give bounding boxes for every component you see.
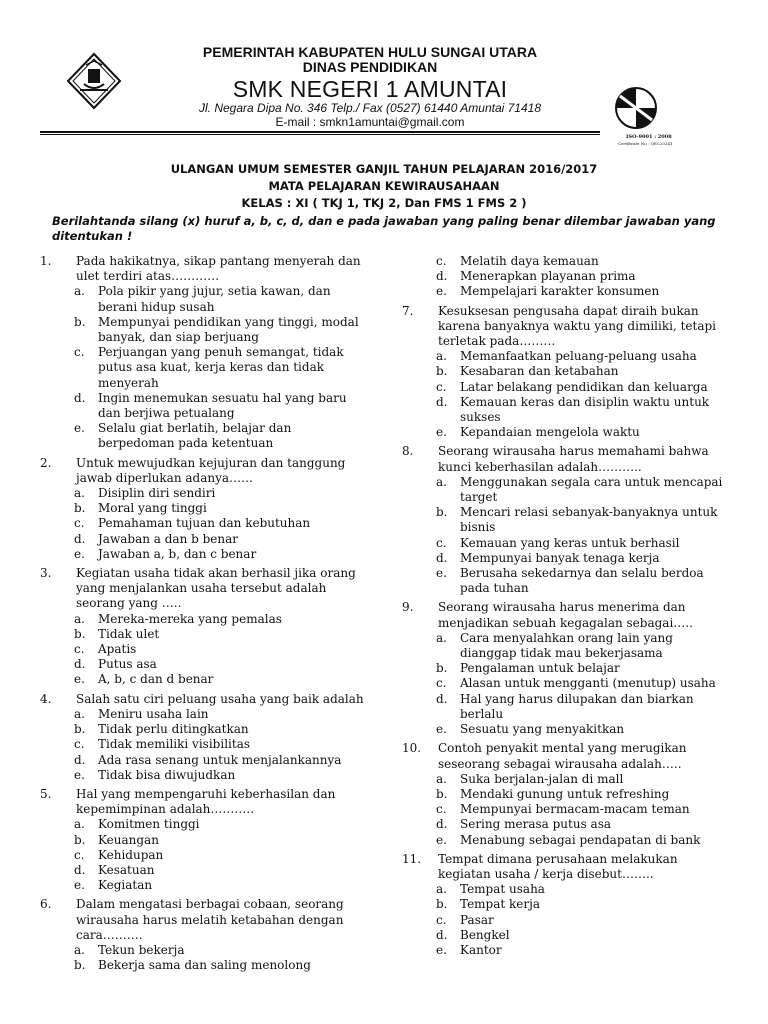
option-text: Kemauan keras dan disiplin waktu untuk sukses xyxy=(460,394,710,425)
option-text: Bekerja sama dan saling menolong xyxy=(98,958,311,973)
option-text: Latar belakang pendidikan dan keluarga xyxy=(460,379,708,394)
option-letter: a. xyxy=(74,284,85,299)
question-text: Hal yang mempengaruhi keberhasilan dan kepemimpinan adalah……….. xyxy=(76,786,336,817)
option-text: Mempunyai bermacam-macam teman xyxy=(460,802,690,817)
option-letter: e. xyxy=(74,421,85,436)
answer-option xyxy=(402,817,728,832)
school-name: SMK NEGERI 1 AMUNTAI xyxy=(232,76,508,102)
answer-option xyxy=(40,532,370,547)
question-text: Pada hakikatnya, sikap pantang menyerah dan ulet terdiri atas………… xyxy=(76,254,361,284)
option-text: Tidak perlu ditingkatkan xyxy=(98,722,249,737)
option-letter: e. xyxy=(436,284,447,299)
question-number: 10. xyxy=(402,741,422,756)
question-column-left xyxy=(40,254,370,973)
answer-option xyxy=(402,349,728,364)
option-letter: a. xyxy=(436,882,447,897)
option-letter: b. xyxy=(436,505,448,520)
answer-option xyxy=(402,772,728,787)
answer-option xyxy=(402,897,728,912)
answer-option xyxy=(40,817,370,832)
school-address: Jl. Negara Dipa No. 346 Telp./ Fax (0527) 61440 Amuntai 71418 xyxy=(199,101,541,115)
question-stem xyxy=(402,600,728,630)
question-number: 8. xyxy=(402,444,414,459)
option-text: Pemahaman tujuan dan kebutuhan xyxy=(98,516,311,531)
option-text: Kemauan yang keras untuk berhasil xyxy=(460,535,680,550)
option-text: Mempelajari karakter konsumen xyxy=(460,284,660,299)
option-text: Pola pikir yang jujur, setia kawan, dan berani hidup susah xyxy=(98,284,331,314)
answer-option xyxy=(402,380,728,395)
header-rule-thin xyxy=(40,134,600,135)
option-letter: c. xyxy=(74,345,85,360)
answer-option xyxy=(40,284,370,314)
option-text: Melatih daya kemauan xyxy=(460,254,599,268)
option-letter: d. xyxy=(74,390,86,405)
option-letter: c. xyxy=(436,802,447,817)
question-stem xyxy=(40,897,370,943)
answer-option xyxy=(402,425,728,440)
answer-option xyxy=(402,284,728,299)
instruction-text: Berilahtanda silang (x) huruf a, b, c, d, dan e pada jawaban yang paling benar dilembar jawaban yang ditentukan ! xyxy=(52,214,716,243)
school-email: E-mail : smkn1amuntai@gmail.com xyxy=(275,115,465,129)
answer-option xyxy=(402,692,728,722)
option-letter: a. xyxy=(436,771,447,786)
answer-option xyxy=(402,631,728,661)
option-letter: c. xyxy=(74,642,85,657)
question-text: Contoh penyakit mental yang merugikan seseorang sebagai wirausaha adalah….. xyxy=(438,741,687,771)
option-text: Ingin menemukan sesuatu hal yang baru dan berjiwa petualang xyxy=(98,390,347,421)
option-text: Pasar xyxy=(460,912,494,927)
answer-option xyxy=(40,627,370,642)
option-text: Kepandaian mengelola waktu xyxy=(460,425,640,440)
answer-option xyxy=(402,787,728,802)
answer-option xyxy=(402,395,728,425)
option-letter: d. xyxy=(436,691,448,706)
agency-name: DINAS PENDIDIKAN xyxy=(302,59,438,75)
option-letter: a. xyxy=(436,630,447,645)
question-number: 6. xyxy=(40,897,52,912)
option-text: Suka berjalan-jalan di mall xyxy=(460,771,624,786)
answer-option xyxy=(40,722,370,737)
question-text: Untuk mewujudkan kejujuran dan tanggung jawab diperlukan adanya…… xyxy=(76,455,346,485)
answer-option xyxy=(40,642,370,657)
question-number: 5. xyxy=(40,786,52,801)
option-letter: c. xyxy=(74,847,85,862)
option-letter: a. xyxy=(74,706,85,721)
question-stem xyxy=(402,741,728,771)
answer-option xyxy=(402,928,728,943)
question-stem xyxy=(40,787,370,817)
option-letter: b. xyxy=(74,832,86,847)
option-text: Kesatuan xyxy=(98,862,155,877)
option-text: Tekun bekerja xyxy=(98,942,185,957)
question-number: 2. xyxy=(40,455,52,470)
option-letter: e. xyxy=(436,722,447,737)
answer-option xyxy=(402,661,728,676)
option-text: Putus asa xyxy=(98,657,157,672)
option-text: Perjuangan yang penuh semangat, tidak putus asa kuat, kerja keras dan tidak menyerah xyxy=(98,345,344,390)
answer-option xyxy=(40,501,370,516)
option-text: Kesabaran dan ketabahan xyxy=(460,364,619,379)
option-text: Kegiatan xyxy=(98,878,153,893)
option-text: Sering merasa putus asa xyxy=(460,817,612,832)
answer-option xyxy=(40,753,370,768)
option-letter: d. xyxy=(436,927,448,942)
answer-option xyxy=(40,768,370,783)
option-text: Ada rasa senang untuk menjalankannya xyxy=(98,752,342,767)
option-text: Mempunyai banyak tenaga kerja xyxy=(460,550,660,565)
option-text: Tempat usaha xyxy=(460,882,545,897)
question-text: Kegiatan usaha tidak akan berhasil jika orang yang menjalankan usaha tersebut adalah seorang yang ….. xyxy=(76,566,356,611)
option-text: A, b, c dan d benar xyxy=(98,672,214,687)
option-text: Bengkel xyxy=(460,927,510,942)
subject-title: MATA PELAJARAN KEWIRAUSAHAAN xyxy=(268,179,500,193)
answer-option xyxy=(40,345,370,391)
answer-option xyxy=(402,913,728,928)
option-letter: c. xyxy=(436,535,447,550)
option-letter: c. xyxy=(74,737,85,752)
option-text: Alasan untuk mengganti (menutup) usaha xyxy=(460,676,716,691)
option-text: Cara menyalahkan orang lain yang dianggap tidak mau bekerjasama xyxy=(460,630,673,661)
option-text: Menabung sebagai pendapatan di bank xyxy=(460,832,701,847)
option-letter: b. xyxy=(74,722,86,737)
option-letter: c. xyxy=(436,912,447,927)
option-text: Apatis xyxy=(98,642,137,657)
gov-name: PEMERINTAH KABUPATEN HULU SUNGAI UTARA xyxy=(202,44,538,60)
option-letter: c. xyxy=(436,379,447,394)
option-text: Pengalaman untuk belajar xyxy=(460,661,620,676)
answer-option xyxy=(40,943,370,958)
question-text: Salah satu ciri peluang usaha yang baik adalah xyxy=(76,691,364,706)
option-text: Tidak bisa diwujudkan xyxy=(98,767,236,782)
letterhead xyxy=(0,0,768,146)
option-letter: e. xyxy=(74,672,85,687)
question-stem xyxy=(40,692,370,707)
option-letter: b. xyxy=(436,364,448,379)
option-letter: c. xyxy=(74,516,85,531)
answer-option xyxy=(40,707,370,722)
answer-option xyxy=(40,672,370,687)
option-letter: d. xyxy=(74,752,86,767)
class-title: KELAS : XI ( TKJ 1, TKJ 2, Dan FMS 1 FMS 2 ) xyxy=(241,196,527,210)
option-text: Selalu giat berlatih, belajar dan berpedoman pada ketentuan xyxy=(98,421,292,451)
regency-emblem-icon xyxy=(64,52,124,110)
option-letter: d. xyxy=(74,657,86,672)
option-letter: d. xyxy=(436,550,448,565)
answer-option xyxy=(402,566,728,596)
option-text: Kehidupan xyxy=(98,847,164,862)
option-letter: d. xyxy=(436,817,448,832)
option-letter: b. xyxy=(436,786,448,801)
exam-title: ULANGAN UMUM SEMESTER GANJIL TAHUN PELAJARAN 2016/2017 xyxy=(170,162,598,176)
option-text: Jawaban a, b, dan c benar xyxy=(98,546,257,561)
option-letter: e. xyxy=(74,878,85,893)
option-text: Sesuatu yang menyakitkan xyxy=(460,722,625,737)
option-text: Komitmen tinggi xyxy=(98,817,200,832)
option-letter: e. xyxy=(436,942,447,957)
answer-option xyxy=(40,848,370,863)
option-letter: a. xyxy=(74,817,85,832)
answer-option xyxy=(402,269,728,284)
question-text: Tempat dimana perusahaan melakukan kegiatan usaha / kerja disebut…….. xyxy=(438,851,678,881)
question-stem xyxy=(40,456,370,486)
question-stem xyxy=(402,444,728,474)
question-number: 1. xyxy=(40,254,52,268)
question-number: 11. xyxy=(402,851,422,866)
answer-option xyxy=(40,612,370,627)
question-stem xyxy=(40,254,370,284)
option-letter: a. xyxy=(436,349,447,364)
option-letter: a. xyxy=(74,486,85,501)
option-text: Kantor xyxy=(460,942,502,957)
answer-option xyxy=(40,391,370,421)
answer-option xyxy=(402,551,728,566)
answer-option xyxy=(402,505,728,535)
option-text: Keuangan xyxy=(98,832,159,847)
answer-option xyxy=(402,943,728,958)
option-text: Menggunakan segala cara untuk mencapai target xyxy=(460,474,723,505)
answer-option xyxy=(40,958,370,973)
question-stem xyxy=(402,304,728,350)
option-text: Jawaban a dan b benar xyxy=(98,531,239,546)
iso-label: ISO-9001 : 2008 xyxy=(626,134,672,140)
question-stem xyxy=(40,566,370,612)
answer-option xyxy=(402,475,728,505)
question-number: 3. xyxy=(40,566,52,581)
option-text: Mempunyai pendidikan yang tinggi, modal banyak, dan siap berjuang xyxy=(98,314,359,345)
option-text: Berusaha sekedarnya dan selalu berdoa pada tuhan xyxy=(460,566,704,596)
answer-option xyxy=(40,486,370,501)
option-text: Memanfaatkan peluang-peluang usaha xyxy=(460,349,697,364)
answer-option xyxy=(40,863,370,878)
answer-option xyxy=(402,254,728,269)
answer-option xyxy=(40,516,370,531)
option-letter: b. xyxy=(74,501,86,516)
answer-option xyxy=(402,882,728,897)
option-text: Mencari relasi sebanyak-banyaknya untuk bisnis xyxy=(460,505,718,535)
option-letter: c. xyxy=(436,676,447,691)
option-letter: e. xyxy=(436,832,447,847)
option-letter: e. xyxy=(74,546,85,561)
option-letter: a. xyxy=(74,942,85,957)
answer-option xyxy=(402,364,728,379)
question-stem xyxy=(402,852,728,882)
question-column-right xyxy=(402,254,728,962)
option-letter: b. xyxy=(436,897,448,912)
option-text: Mereka-mereka yang pemalas xyxy=(98,611,282,626)
option-text: Tidak memiliki visibilitas xyxy=(98,737,251,752)
header-rule xyxy=(40,131,600,133)
answer-option xyxy=(402,833,728,848)
answer-option xyxy=(402,676,728,691)
answer-option xyxy=(402,802,728,817)
option-letter: e. xyxy=(436,566,447,581)
option-letter: e. xyxy=(436,425,447,440)
answer-option xyxy=(40,878,370,893)
answer-option xyxy=(40,547,370,562)
answer-option xyxy=(40,421,370,451)
question-text: Seorang wirausaha harus memahami bahwa kunci keberhasilan adalah……….. xyxy=(438,444,709,474)
option-text: Moral yang tinggi xyxy=(98,501,207,516)
option-text: Tidak ulet xyxy=(98,626,160,641)
option-letter: d. xyxy=(436,394,448,409)
option-text: Disiplin diri sendiri xyxy=(98,486,216,501)
option-text: Tempat kerja xyxy=(460,897,541,912)
question-number: 7. xyxy=(402,303,414,318)
question-text: Kesuksesan pengusaha dapat diraih bukan karena banyaknya waktu yang dimiliki, tetapi terletak pada……… xyxy=(438,303,716,349)
option-letter: c. xyxy=(436,254,447,268)
question-text: Seorang wirausaha harus menerima dan menjadikan sebuah kegagalan sebagai….. xyxy=(438,600,693,630)
question-number: 4. xyxy=(40,691,52,706)
option-letter: d. xyxy=(74,862,86,877)
option-letter: b. xyxy=(74,958,86,973)
option-letter: d. xyxy=(74,531,86,546)
answer-option xyxy=(40,657,370,672)
answer-option xyxy=(40,737,370,752)
option-letter: b. xyxy=(74,314,86,329)
answer-option xyxy=(402,536,728,551)
question-number: 9. xyxy=(402,600,414,615)
option-letter: b. xyxy=(436,661,448,676)
cert-number: Certificate No : QEC20241 xyxy=(618,141,673,146)
option-letter: a. xyxy=(74,611,85,626)
option-text: Mendaki gunung untuk refreshing xyxy=(460,786,670,801)
answer-option xyxy=(40,833,370,848)
option-letter: a. xyxy=(436,474,447,489)
answer-option xyxy=(40,315,370,345)
option-letter: b. xyxy=(74,626,86,641)
option-text: Meniru usaha lain xyxy=(98,706,209,721)
question-text: Dalam mengatasi berbagai cobaan, seorang wirausaha harus melatih ketabahan dengan cara………. xyxy=(76,897,344,942)
option-letter: e. xyxy=(74,767,85,782)
answer-option xyxy=(402,722,728,737)
option-text: Menerapkan playanan prima xyxy=(460,269,636,284)
option-letter: d. xyxy=(436,269,448,284)
option-text: Hal yang harus dilupakan dan biarkan berlalu xyxy=(460,691,694,721)
